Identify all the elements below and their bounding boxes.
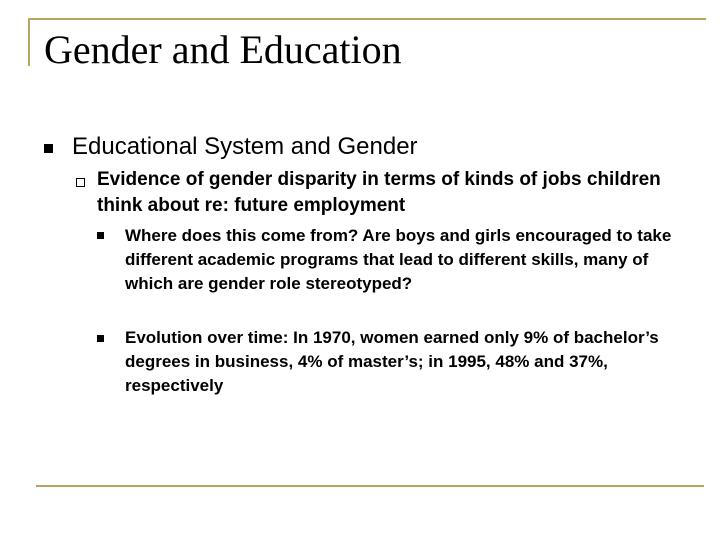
bullet-level1-text: Educational System and Gender <box>72 133 418 160</box>
top-rule <box>28 18 706 20</box>
square-bullet-icon <box>97 232 104 239</box>
left-rule <box>28 18 30 66</box>
bottom-rule <box>36 485 704 487</box>
square-bullet-icon <box>44 144 53 153</box>
square-bullet-icon <box>97 335 104 342</box>
hollow-square-bullet-icon <box>76 178 85 187</box>
bullet-level3-text: Where does this come from? Are boys and girls encouraged to take different academic programs that lead to different skills, many of which are gender role stereotyped? <box>125 226 672 293</box>
slide-title: Gender and Education <box>44 27 402 72</box>
bullet-level2-text: Evidence of gender disparity in terms of kinds of jobs children think about re: future employment <box>97 169 661 216</box>
bullet-level3-text: Evolution over time: In 1970, women earned only 9% of bachelor’s degrees in business, 4% of master’s; in 1995, 48% and 37%, respectively <box>125 328 659 395</box>
